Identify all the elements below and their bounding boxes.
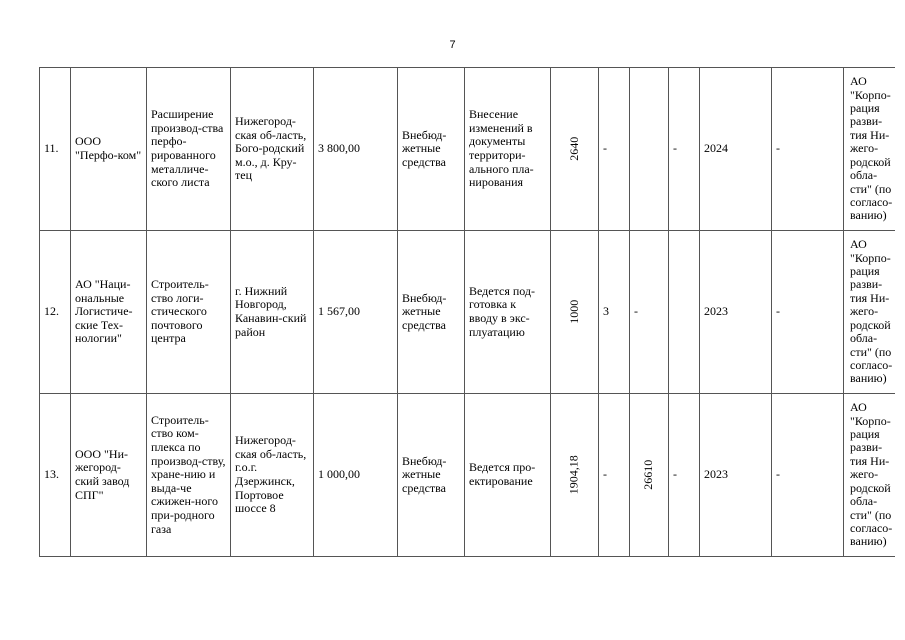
row-number: 12. xyxy=(40,231,71,394)
extra-value xyxy=(669,231,700,394)
jobs-value: - xyxy=(599,68,630,231)
extra-value: - xyxy=(669,68,700,231)
organization: ООО "Перфо-ком" xyxy=(71,68,147,231)
completion-year: 2023 xyxy=(700,394,772,557)
extra-value: - xyxy=(669,394,700,557)
funding-source: Внебюд-жетные средства xyxy=(398,394,465,557)
location: Нижегород-ская об-ласть, Бого-родский м.о., д. Кру-тец xyxy=(231,68,314,231)
table-row xyxy=(40,394,895,557)
completion-year: 2023 xyxy=(700,231,772,394)
responsible-org: АО "Корпо-рация разви-тия Ни-жего-родской обла-сти" (по согласо-ванию) xyxy=(844,68,895,231)
project-name: Строитель-ство ком-плекса по производ-ству, хране-нию и выда-че сжижен-ного при-родного газа xyxy=(147,394,231,557)
table-row xyxy=(40,68,895,231)
location: г. Нижний Новгород, Канавин-ский район xyxy=(231,231,314,394)
funding-source: Внебюд-жетные средства xyxy=(398,68,465,231)
capacity-value: 26610 xyxy=(630,394,669,557)
project-status: Внесение изменений в документы территори-ального пла-нирования xyxy=(465,68,551,231)
note-value: - xyxy=(772,394,844,557)
page-number: 7 xyxy=(449,39,456,51)
note-value: - xyxy=(772,68,844,231)
investment-sum: 1 000,00 xyxy=(314,394,398,557)
row-number: 11. xyxy=(40,68,71,231)
jobs-value: 3 xyxy=(599,231,630,394)
funding-source: Внебюд-жетные средства xyxy=(398,231,465,394)
responsible-org: АО "Корпо-рация разви-тия Ни-жего-родской обла-сти" (по согласо-ванию) xyxy=(844,394,895,557)
location: Нижегород-ская об-ласть, г.о.г. Дзержинск, Портовое шоссе 8 xyxy=(231,394,314,557)
project-status: Ведется про-ектирование xyxy=(465,394,551,557)
project-name: Расширение производ-ства перфо-рированного металличе-ского листа xyxy=(147,68,231,231)
completion-year: 2024 xyxy=(700,68,772,231)
project-status: Ведется под-готовка к вводу в экс-плуатацию xyxy=(465,231,551,394)
area-value: 2640 xyxy=(551,68,599,231)
investment-sum: 3 800,00 xyxy=(314,68,398,231)
project-name: Строитель-ство логи-стического почтового центра xyxy=(147,231,231,394)
row-number: 13. xyxy=(40,394,71,557)
capacity-value xyxy=(630,68,669,231)
organization: ООО "Ни-жегород-ский завод СПГ" xyxy=(71,394,147,557)
capacity-value: - xyxy=(630,231,669,394)
investment-sum: 1 567,00 xyxy=(314,231,398,394)
note-value: - xyxy=(772,231,844,394)
area-value: 1000 xyxy=(551,231,599,394)
jobs-value: - xyxy=(599,394,630,557)
area-value: 1904,18 xyxy=(551,394,599,557)
responsible-org: АО "Корпо-рация разви-тия Ни-жего-родской обла-сти" (по согласо-ванию) xyxy=(844,231,895,394)
organization: АО "Наци-ональные Логистиче-ские Тех-нологии" xyxy=(71,231,147,394)
table-row xyxy=(40,231,895,394)
investment-projects-table xyxy=(39,67,895,557)
